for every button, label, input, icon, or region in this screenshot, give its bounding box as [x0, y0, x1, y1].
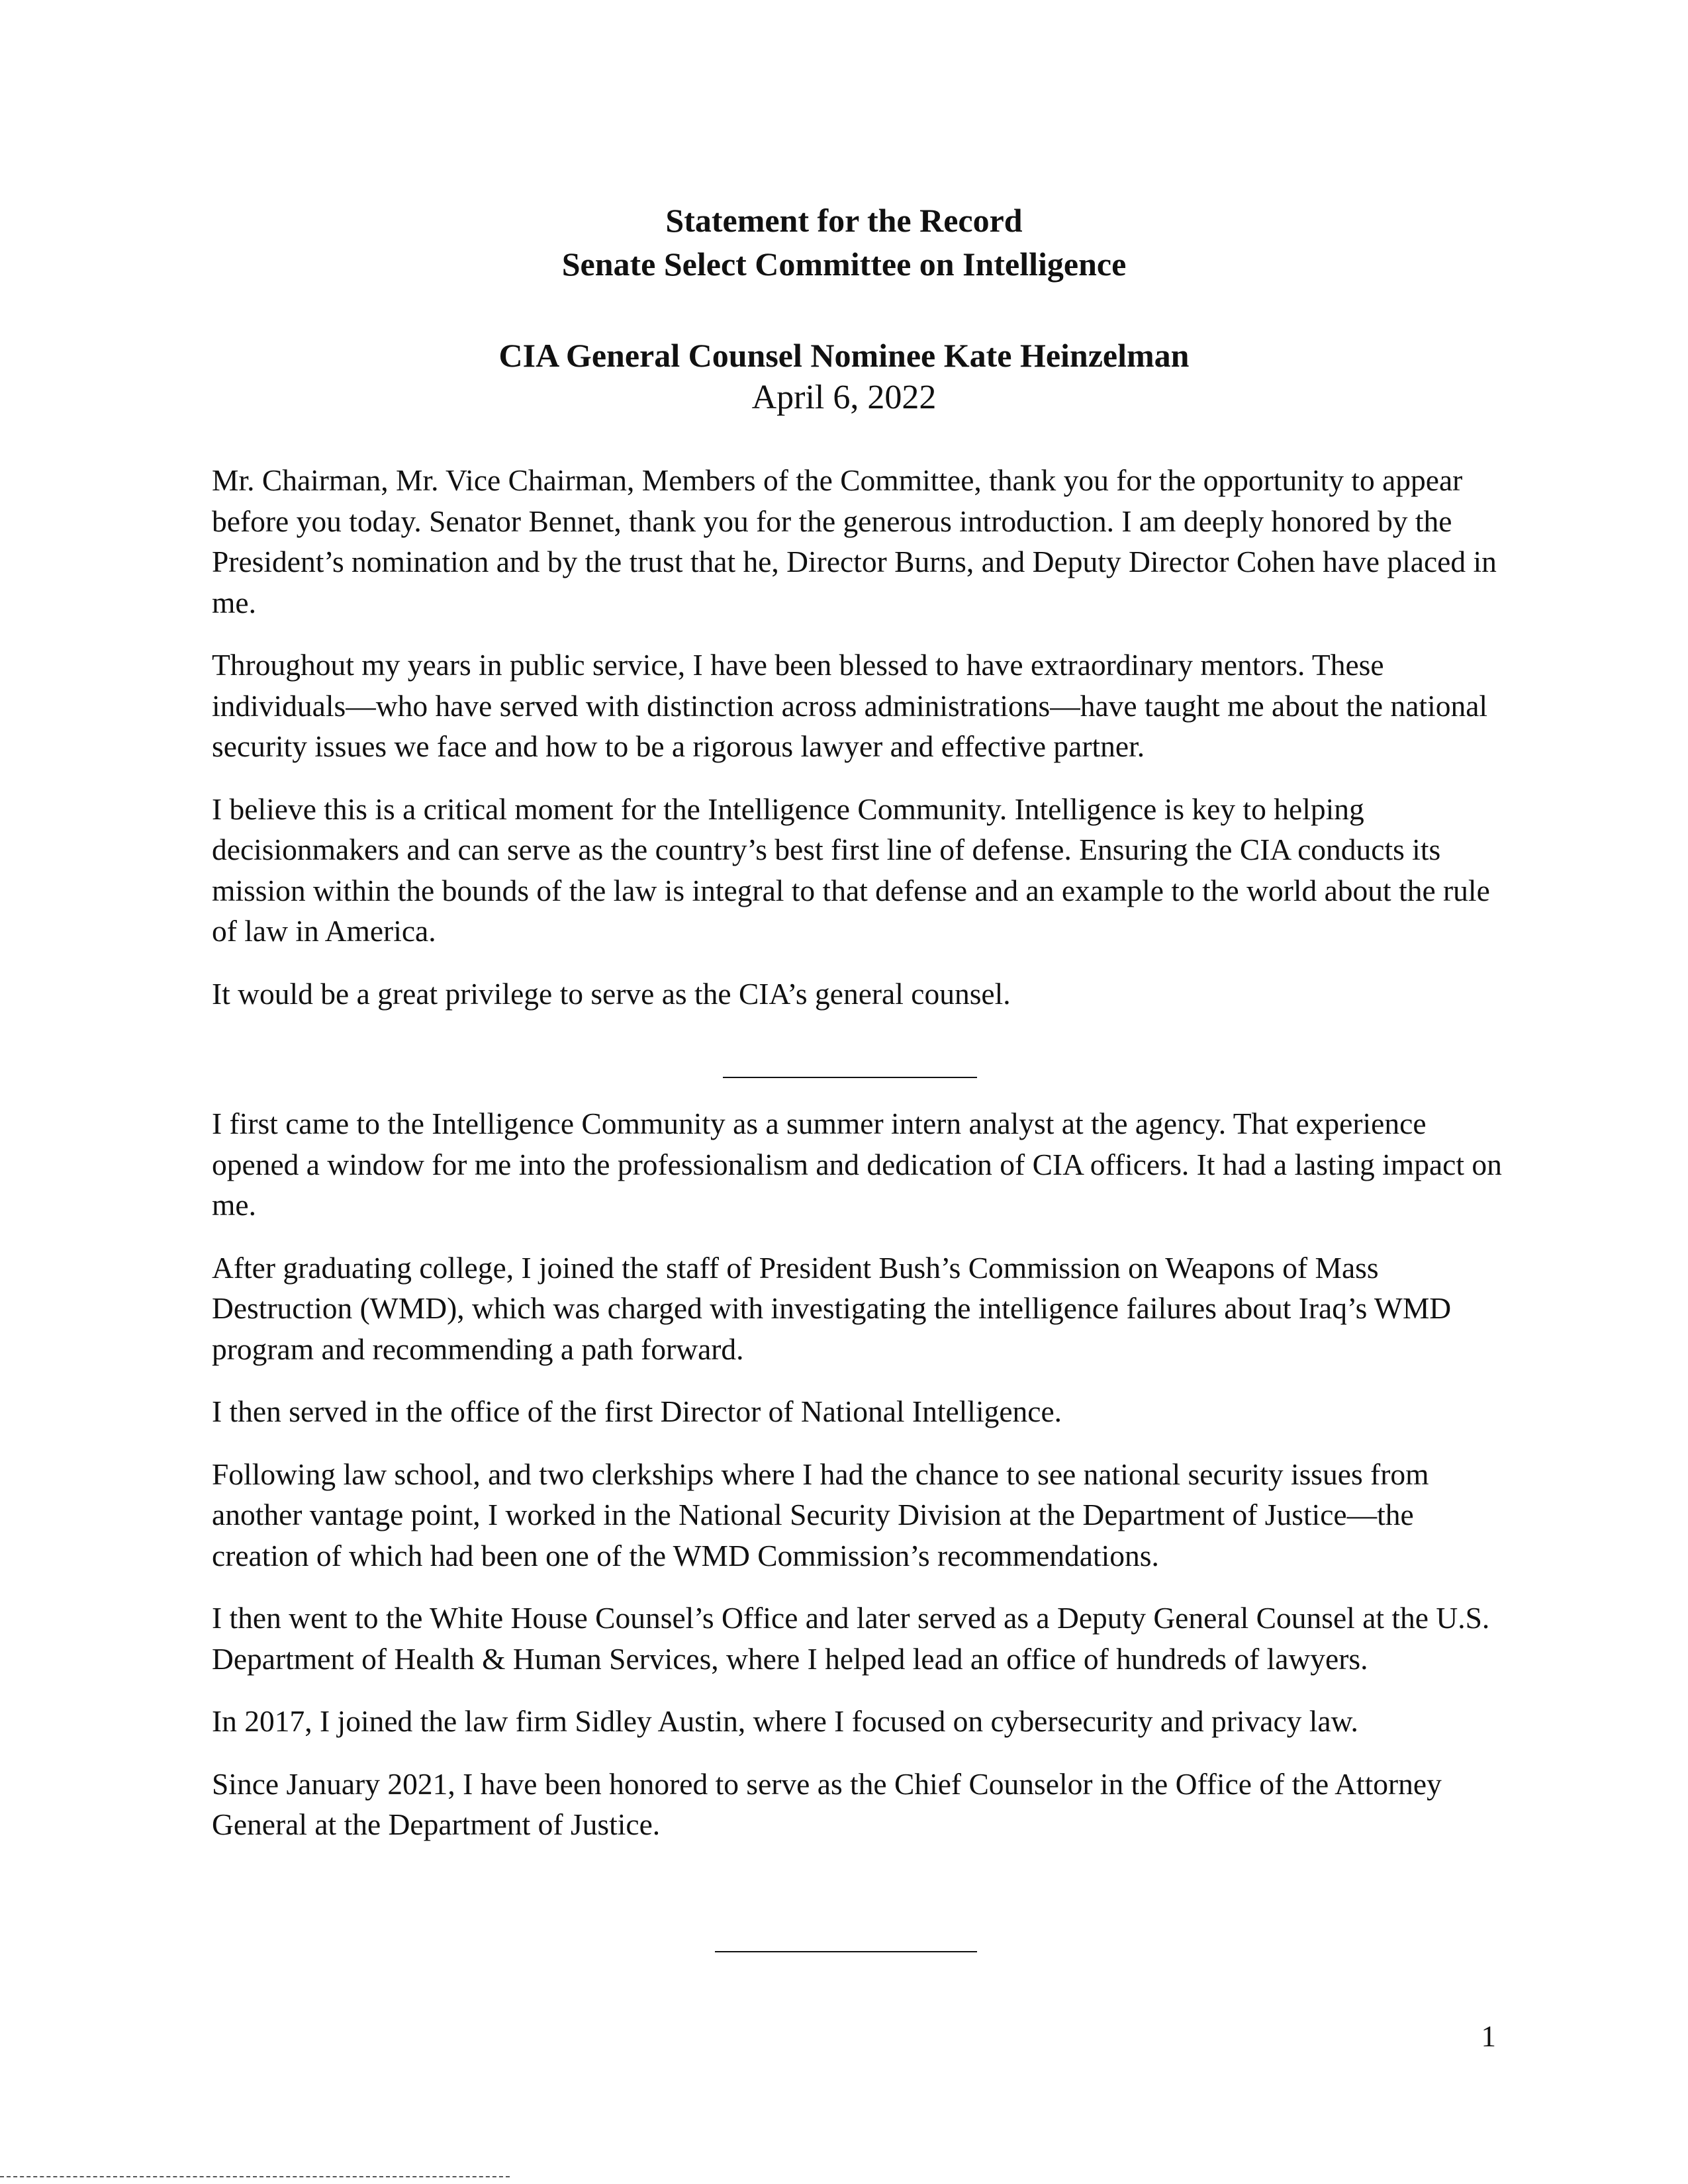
page-number: 1: [1481, 2020, 1496, 2053]
nominee-heading: CIA General Counsel Nominee Kate Heinzelman: [498, 337, 1190, 374]
paragraph: I then served in the office of the first Director of National Intelligence.: [212, 1394, 1062, 1428]
section-divider: [723, 1077, 977, 1078]
background-section: [212, 1103, 1509, 1867]
opening-section: [212, 460, 1509, 1036]
paragraph: Following law school, and two clerkships where I had the chance to see national security issues from another vantage point, I worked in the National Security Division at the Department of Justice—the creation of which had been one of the WMD Commission’s recommendations.: [212, 1457, 1429, 1572]
paragraph: After graduating college, I joined the staff of President Bush’s Commission on Weapons of Mass Destruction (WMD), which was charged with investigating the intelligence failures about Iraq’s WMD program and recommending a path forward.: [212, 1250, 1452, 1366]
paragraph: I first came to the Intelligence Community as a summer intern analyst at the agency. That experience opened a window for me into the professionalism and dedication of CIA officers. It had a lasting impact on me.: [212, 1107, 1502, 1222]
scan-artifact-line: [0, 2176, 510, 2177]
statement-date: April 6, 2022: [751, 379, 937, 416]
committee-name: Senate Select Committee on Intelligence: [561, 246, 1127, 283]
paragraph: It would be a great privilege to serve as the CIA’s general counsel.: [212, 976, 1011, 1011]
paragraph: I believe this is a critical moment for the Intelligence Community. Intelligence is key to helping decisionmakers and can serve as the country’s best first line of defense. Ensuring the CIA conducts its mission within the bounds of the law is integral to that defense and an example to the world about the rule of law in America.: [212, 792, 1490, 948]
paragraph: Since January 2021, I have been honored to serve as the Chief Counselor in the Office of the Attorney General at the Department of Justice.: [212, 1766, 1442, 1841]
statement-title: Statement for the Record: [665, 202, 1023, 239]
paragraph: In 2017, I joined the law firm Sidley Austin, where I focused on cybersecurity and privacy law.: [212, 1704, 1358, 1738]
paragraph: Mr. Chairman, Mr. Vice Chairman, Members of the Committee, thank you for the opportunity to appear before you today. Senator Bennet, thank you for the generous introduction. I am deeply honored by the President’s nomination and by the trust that he, Director Burns, and Deputy Director Cohen have placed in me.: [212, 463, 1497, 619]
paragraph: I then went to the White House Counsel’s Office and later served as a Deputy General Counsel at the U.S. Department of Health & Human Services, where I helped lead an office of hundreds of lawyers.: [212, 1601, 1490, 1676]
section-divider: [715, 1951, 977, 1952]
paragraph: Throughout my years in public service, I have been blessed to have extraordinary mentors. These individuals—who have served with distinction across administrations—have taught me about the national security issues we face and how to be a rigorous lawyer and effective partner.: [212, 648, 1488, 763]
